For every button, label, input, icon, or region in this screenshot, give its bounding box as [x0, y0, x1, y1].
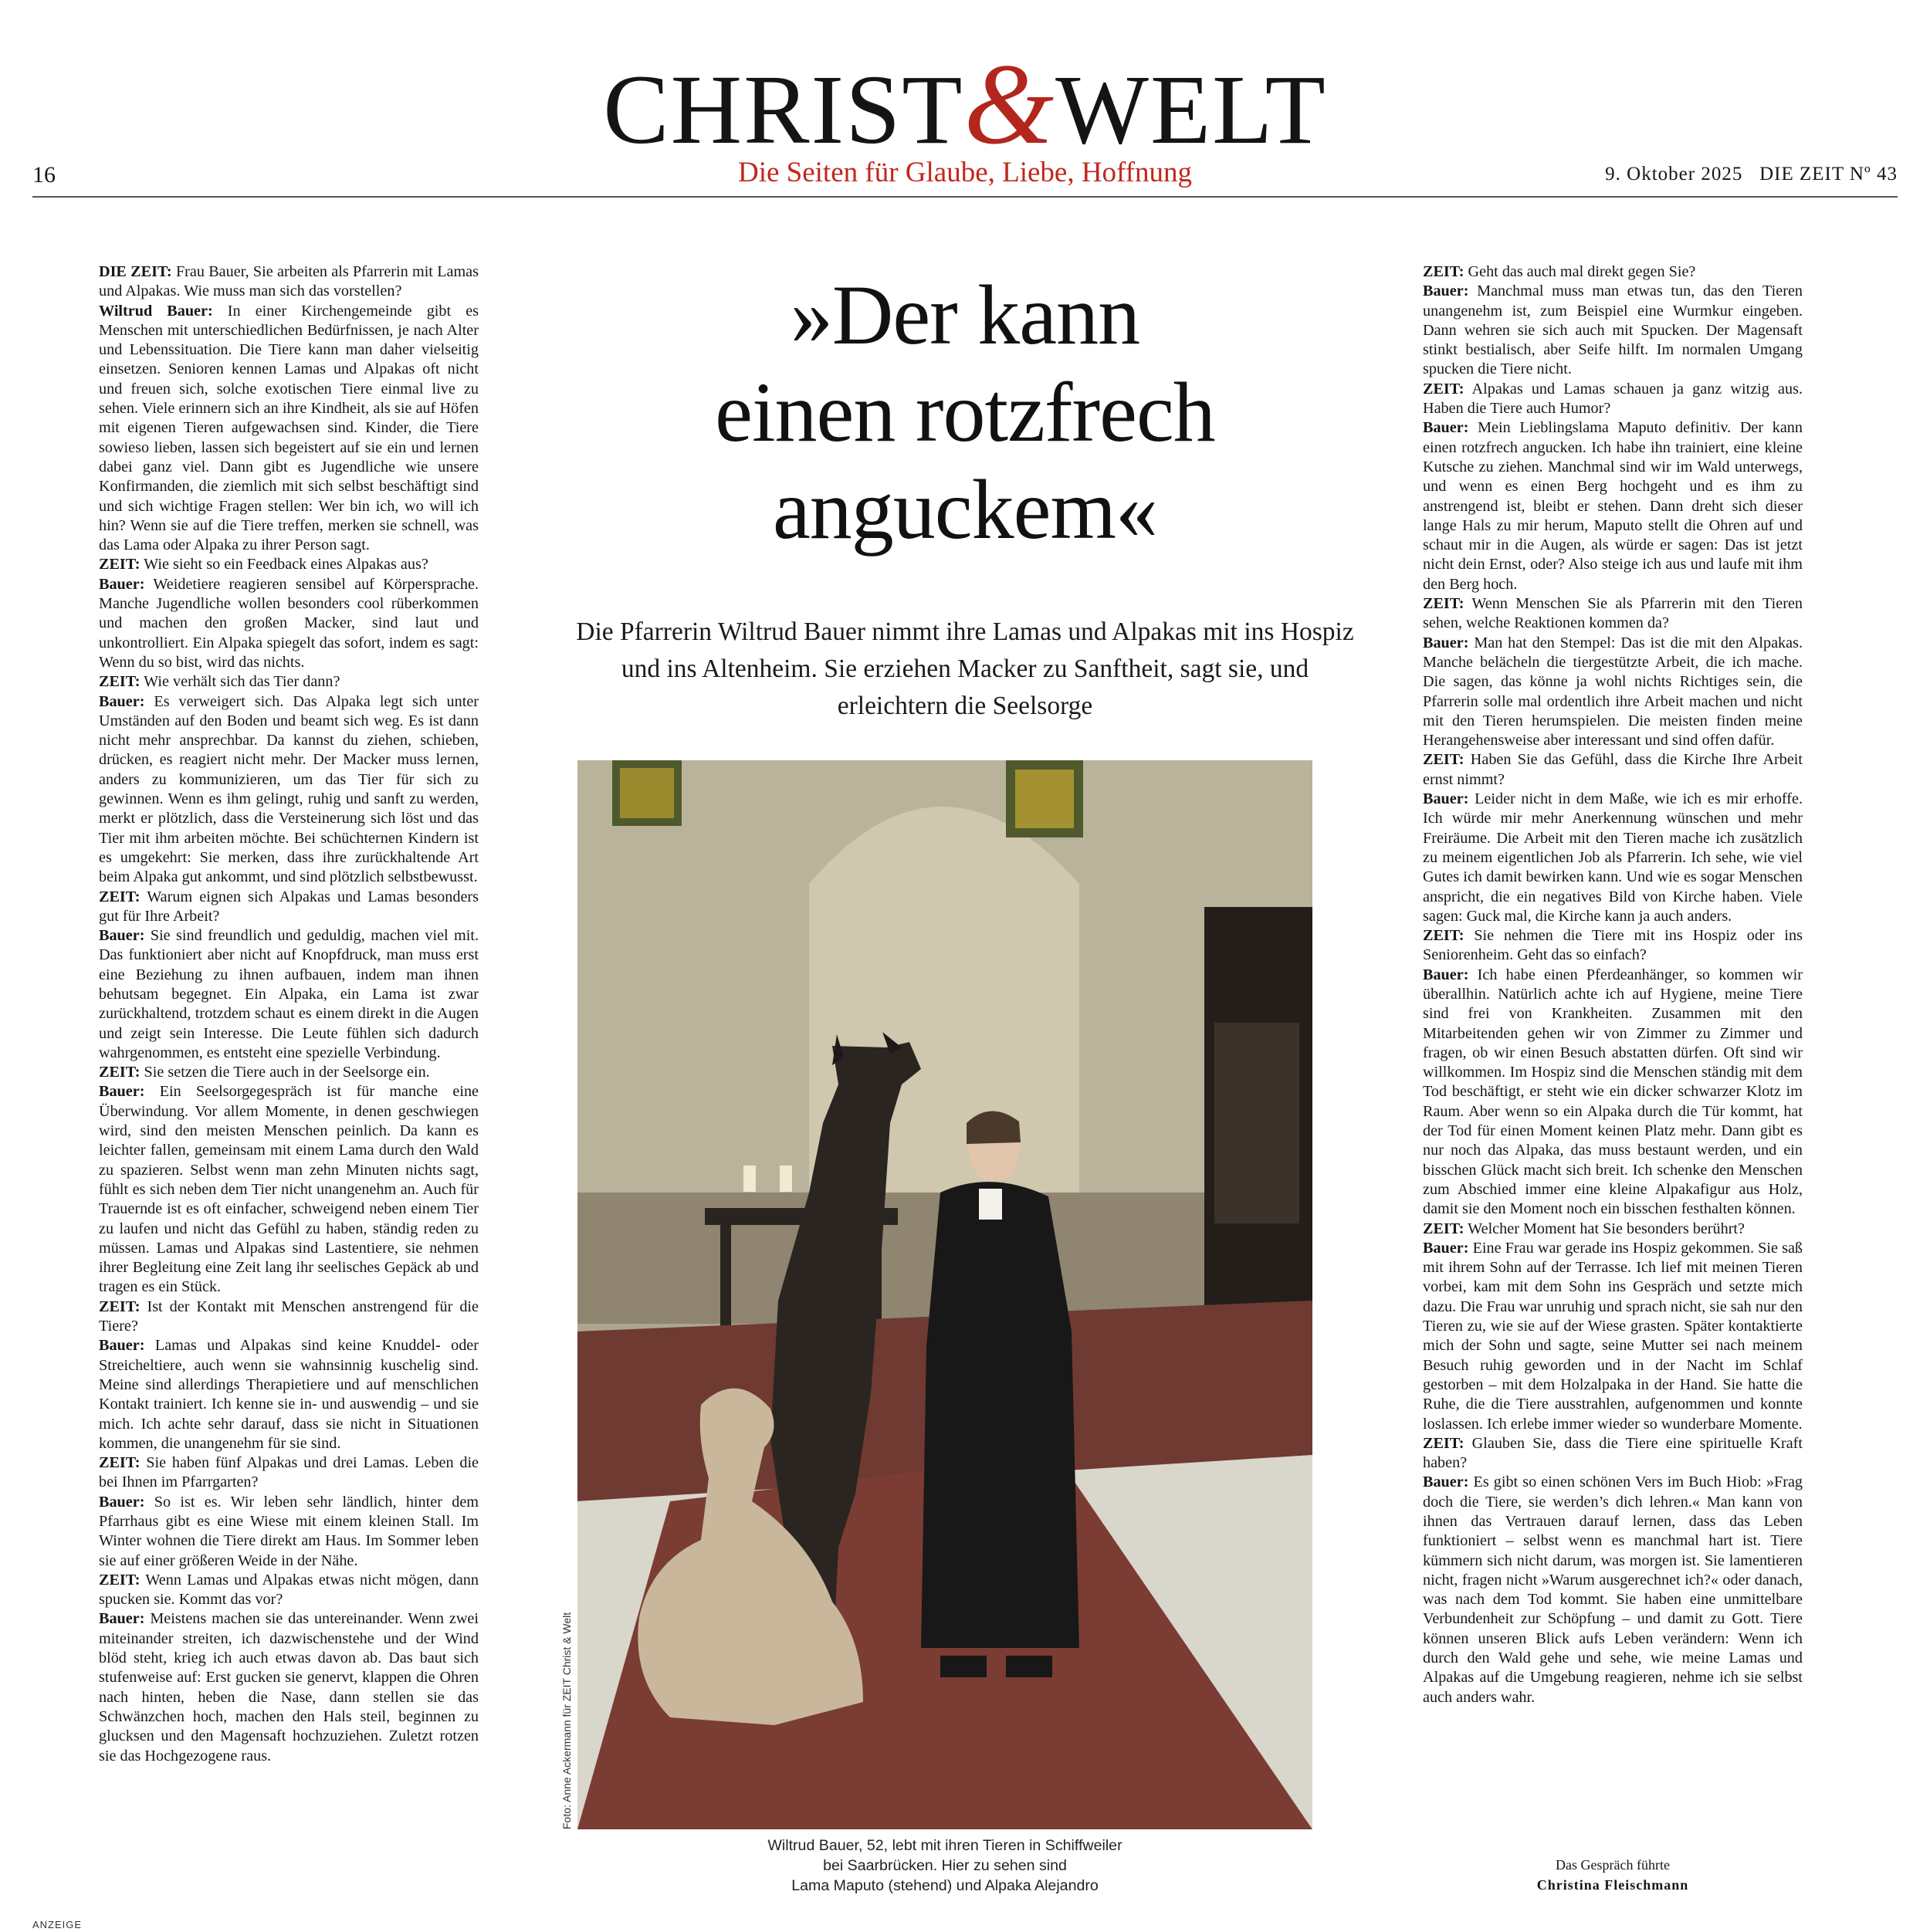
speaker-label: ZEIT: [99, 556, 141, 574]
byline-author: Christina Fleischmann [1536, 1877, 1689, 1893]
speaker-label: ZEIT: [99, 888, 141, 905]
speaker-label: Bauer: [99, 1493, 145, 1511]
masthead-left: CHRIST [603, 55, 964, 164]
interview-paragraph [1423, 282, 1803, 379]
interview-paragraph [1423, 926, 1803, 966]
interview-paragraph [99, 302, 479, 556]
speaker-text: Sie setzen die Tiere auch in der Seelsorge ein. [144, 1064, 430, 1081]
headline-line: »Der kann [790, 268, 1140, 362]
speaker-text: Wie verhält sich das Tier dann? [144, 673, 340, 691]
interview-column-right [1423, 262, 1803, 1707]
interview-paragraph [1423, 1473, 1803, 1707]
speaker-text: Lamas und Alpakas sind keine Knuddel- oder Streicheltiere, auch wenn sie wahnsinnig kuschelig sind. Meine sind allerdings Therapietiere und auf menschlichen Kontakt trainiert. Ich kenne sie in- und auswendig – und sie mich. Ich achte sehr darauf, dass sie nicht in Situationen kommen, die unangenehm für sie sind. [99, 1337, 479, 1452]
caption-line: bei Saarbrücken. Hier zu sehen sind [823, 1857, 1067, 1874]
interview-paragraph [99, 575, 479, 672]
interview-paragraph [1423, 790, 1803, 926]
speaker-text: Leider nicht in dem Maße, wie ich es mir erhoffe. Ich würde mir mehr Anerkennung wünschen und mehr Freiräume. Die Arbeit mit den Tieren mache ich zusätzlich zu meinem eigentlichen Job als Pfarrerin. Ich sehe, wie viel Gutes ich damit bewirken kann. Und wie es sogar Menschen anspricht, die ein negatives Bild von Kirche haben. Viele sagen: Guck mal, die Kirche kann ja auch anders. [1423, 790, 1803, 925]
interview-paragraph [1423, 594, 1803, 634]
speaker-label: ZEIT: [99, 1064, 141, 1081]
speaker-text: Frau Bauer, Sie arbeiten als Pfarrerin mit Lamas und Alpakas. Wie muss man sich das vorstellen? [99, 263, 479, 300]
masthead-right: WELT [1055, 55, 1327, 164]
speaker-label: Bauer: [1423, 283, 1469, 300]
speaker-text: Es verweigert sich. Das Alpaka legt sich unter Umständen auf den Boden und beamt sich weg. Es ist dann nicht mehr ansprechbar. Da kannst du ziehen, schieben, drücken, es reagiert nicht mehr. Der Macker muss lernen, anders zu kommunizieren, um das Tier für sich zu gewinnen. Wenn es ihm gelingt, ruhig und sanft zu werden, merkt er plötzlich, dass die Versteinerung sich löst und das Tier mit ihm arbeiten möchte. Bei schüchternen Kindern ist es umgekehrt: Sie merken, dass ihre zurückhaltende Art beim Alpaka gut ankommt, und sind plötzlich selbstbewusst. [99, 692, 479, 886]
interview-paragraph [99, 926, 479, 1063]
ad-label: ANZEIGE [32, 1919, 83, 1930]
speaker-label: ZEIT: [1423, 380, 1464, 398]
speaker-text: Warum eignen sich Alpakas und Lamas besonders gut für Ihre Arbeit? [99, 888, 479, 925]
speaker-text: Alpakas und Lamas schauen ja ganz witzig aus. Haben die Tiere auch Humor? [1423, 380, 1803, 418]
speaker-label: Bauer: [1423, 634, 1469, 651]
speaker-text: Weidetiere reagieren sensibel auf Körpersprache. Manche Jugendliche wollen besonders cool rüberkommen und machen den großen Macker, sind laut und unkontrolliert. Ein Alpaka spiegelt das sofort, indem es sagt: Wenn du so bist, wird das nichts. [99, 575, 479, 671]
speaker-text: Glauben Sie, dass die Tiere eine spirituelle Kraft haben? [1423, 1434, 1803, 1472]
header-rule [32, 196, 1898, 198]
speaker-label: ZEIT: [1423, 263, 1464, 280]
speaker-label: DIE ZEIT: [99, 263, 172, 280]
speaker-text: Welcher Moment hat Sie besonders berührt? [1468, 1220, 1745, 1237]
interview-paragraph [99, 555, 479, 574]
speaker-label: Bauer: [99, 1610, 145, 1628]
speaker-label: Bauer: [1423, 1474, 1469, 1491]
speaker-text: Man hat den Stempel: Das ist die mit den Alpakas. Manche belächeln die tiergestützte Arbeit, die ich mache. Die sagen, das könne ja wohl nichts Richtiges sein, die Pfarrerin solle mal ordentlich ihre Arbeit machen und nicht mit den Tieren herumspielen. Die meisten finden meine Herangehensweise aber interessant und sind offen dafür. [1423, 634, 1803, 749]
speaker-label: Bauer: [99, 692, 145, 710]
interview-paragraph [99, 1453, 479, 1493]
interview-paragraph [1423, 750, 1803, 790]
headline-line: anguckem« [772, 462, 1158, 557]
interview-paragraph [99, 1082, 479, 1297]
masthead [0, 40, 1930, 168]
interview-paragraph [99, 1571, 479, 1610]
speaker-label: ZEIT: [1423, 1220, 1464, 1237]
byline-label: Das Gespräch führte [1556, 1857, 1670, 1873]
interview-paragraph [1423, 1434, 1803, 1474]
interview-paragraph [1423, 634, 1803, 751]
issue-dateline: 9. Oktober 2025 DIE ZEIT Nº 43 [1605, 164, 1898, 184]
speaker-text: In einer Kirchengemeinde gibt es Menschen mit unterschiedlichen Bedürfnissen, je nach Alter und Lebenssituation. Die Tiere kann man daher vielseitig einsetzen. Senioren kennen Lamas und Alpakas oft nicht und freuen sich, solche exotischen Tiere einmal live zu sehen. Viele erinnern sich an ihre Kindheit, als sie auf Höfen mit eigenen Tieren aufgewachsen sind. Kinder, die Tiere sowieso lieben, lassen sich begeistert auf sie ein und lernen dabei ganz viel. Dann gibt es Jugendliche wie unsere Konfirmanden, die ziemlich mit sich selbst beschäftigt sind und sich wichtige Fragen stellen: Wer bin ich, wo will ich hin? Wenn sie auf die Tiere treffen, merken sie schnell, was das Lama oder Alpaka zu ihrer Person sagt. [99, 302, 479, 554]
speaker-label: Bauer: [1423, 790, 1469, 808]
speaker-text: Wenn Menschen Sie als Pfarrerin mit den Tieren sehen, welche Reaktionen kommen da? [1423, 595, 1803, 632]
interview-paragraph [99, 262, 479, 302]
speaker-label: Bauer: [1423, 1239, 1469, 1257]
speaker-text: Es gibt so einen schönen Vers im Buch Hiob: »Frag doch die Tiere, sie werden’s dich lehren.« Man kann von ihnen das Vertrauen darauf lernen, dass das Leben funktioniert – selbst wenn es manchmal hart ist. Tiere kümmern sich nicht darum, was morgen ist. Sie lamentieren nicht, fragen nicht »Warum ausgerechnet ich?« oder danach, was nach dem Tod kommt. Sie haben eine unmittelbare Verbundenheit zur Schöpfung – und damit zu Gott. Tiere können unseren Blick aufs Leben verändern: Wenn ich durch den Wald gehe und sehe, wie meine Lamas und Alpakas auf die Umgebung reagieren, nehme ich sie selbst auch anders wahr. [1423, 1474, 1803, 1706]
speaker-label: Bauer: [99, 1083, 145, 1101]
speaker-text: Haben Sie das Gefühl, dass die Kirche Ihre Arbeit ernst nimmt? [1423, 751, 1803, 788]
speaker-text: Mein Lieblingslama Maputo definitiv. Der kann einen rotzfrech angucken. Ich habe ihn trainiert, eine kleine Kutsche zu ziehen. Manchmal sind wir im Wald unterwegs, und wenn es einen Berg hochgeht und es ihm zu anstrengend ist, bleibt er stehen. Dann dreht sich dieser lange Hals zu mir herum, Maputo stellt die Ohren auf und schaut mir in die Augen, als würde er sagen: Das ist jetzt nicht dein Ernst, oder? Also steige ich aus und laufe mit ihm den Berg hoch. [1423, 419, 1803, 593]
speaker-text: Geht das auch mal direkt gegen Sie? [1468, 263, 1696, 280]
speaker-text: Wenn Lamas und Alpakas etwas nicht mögen, dann spucken sie. Kommt das vor? [99, 1571, 479, 1609]
speaker-text: Manchmal muss man etwas tun, das den Tieren unangenehm ist, zum Beispiel eine Wurmkur eingeben. Dann wehren sie sich auch mit Spucken. Der Magensaft stinkt bestialisch, aber Seife hilft. Im normalen Umgang spucken die Tiere nicht. [1423, 283, 1803, 378]
speaker-label: ZEIT: [1423, 751, 1464, 769]
interview-paragraph [99, 1493, 479, 1571]
speaker-label: ZEIT: [1423, 595, 1464, 613]
speaker-label: ZEIT: [99, 1454, 141, 1472]
speaker-text: Wie sieht so ein Feedback eines Alpakas aus? [144, 556, 428, 574]
caption-line: Lama Maputo (stehend) und Alpaka Alejandro [791, 1877, 1099, 1894]
speaker-text: Sie sind freundlich und geduldig, machen viel mit. Das funktioniert aber nicht auf Knopfdruck, man muss erst eine Beziehung zu ihnen aufbauen, indem man ihnen behutsam begegnet. Ein Alpaka, ein Lama ist zwar zurückhaltend, trotzdem schaut es einem direkt in die Augen und zeigt sein Interesse. Die Leute fühlen sich dadurch wahrgenommen, es entsteht eine spezielle Verbindung. [99, 927, 479, 1061]
speaker-text: Sie nehmen die Tiere mit ins Hospiz oder ins Seniorenheim. Geht das so einfach? [1423, 927, 1803, 964]
speaker-label: Bauer: [1423, 966, 1469, 983]
interview-paragraph [1423, 1239, 1803, 1434]
speaker-label: Bauer: [99, 927, 145, 945]
headline [540, 266, 1390, 558]
interview-paragraph [99, 692, 479, 888]
interview-paragraph [99, 888, 479, 927]
section-tagline: Die Seiten für Glaube, Liebe, Hoffnung [737, 157, 1193, 188]
interview-paragraph [99, 1336, 479, 1453]
interview-paragraph [99, 672, 479, 692]
interview-paragraph [1423, 262, 1803, 282]
speaker-text: Eine Frau war gerade ins Hospiz gekommen. Sie saß mit ihrem Sohn auf der Terrasse. Ich lief mit meinen Tieren vorbei, kam mit dem Sohn ins Gespräch und setzte mich dazu. Die Frau war unruhig und sprach nicht, sie sah nur den Tieren zu, wie sie auf der Wiese grasten. Später kontaktierte mich der Sohn und sagte, seine Mutter sei nach meinem Besuch ruhig geworden und in der Nacht im Schlaf gestorben – mit dem Holzalpaka in der Hand. Sie hatte die Ruhe, die die Tiere ausstrahlen, aufgenommen und konnte loslassen. Ich erlebe immer wieder so wunderbare Momente. [1423, 1239, 1803, 1433]
speaker-text: So ist es. Wir leben sehr ländlich, hinter dem Pfarrhaus gibt es eine Wiese mit einem kleinen Stall. Im Winter wohnen die Tiere direkt am Haus. Im Sommer leben sie auf einer größeren Weide in der Nähe. [99, 1493, 479, 1569]
speaker-label: Wiltrud Bauer: [99, 302, 213, 320]
interview-paragraph [99, 1298, 479, 1337]
interview-paragraph [99, 1063, 479, 1082]
standfirst: Die Pfarrerin Wiltrud Bauer nimmt ihre Lamas und Alpakas mit ins Hospiz und ins Altenheim. Sie erziehen Macker zu Sanftheit, sagt sie, und erleichtern die Seelsorge [576, 617, 1354, 720]
headline-line: einen rotzfrech [715, 365, 1215, 459]
interview-paragraph [1423, 380, 1803, 419]
article-photo [577, 760, 1312, 1829]
caption-line: Wiltrud Bauer, 52, lebt mit ihren Tieren in Schiffweiler [767, 1837, 1122, 1854]
interview-paragraph [1423, 1220, 1803, 1239]
speaker-label: ZEIT: [99, 1298, 141, 1315]
photo-caption [577, 1836, 1312, 1896]
speaker-label: Bauer: [1423, 419, 1469, 437]
speaker-text: Ich habe einen Pferdeanhänger, so kommen wir überallhin. Natürlich achte ich auf Hygiene, meine Tiere sind frei von Krankheiten. Zusammen mit den Mitarbeitenden gehen wir von Zimmer zu Zimmer und fragen, ob wir einen Besuch abstatten dürfen. Oft sind wir willkommen. Im Hospiz sind die Menschen ständig mit dem Tod beschäftigt, er steht wie ein dicker schwarzer Klotz im Raum. Aber wenn so ein Alpaka durch die Tür kommt, hat der Tod für einen Moment keinen Platz mehr. Dann gibt es nur noch das Alpaka, das muss bestaunt werden, und ein bisschen Glück macht sich breit. Ich schenke den Menschen zum Abschied immer eine kleine Alpakafigur aus Holz, damit sie den Moment noch ein bisschen festhalten können. [1423, 966, 1803, 1218]
speaker-text: Ein Seelsorgegespräch ist für manche eine Überwindung. Vor allem Momente, in denen geschwiegen wird, sind den meisten Menschen peinlich. Da kann es leichter fallen, gemeinsam mit einem Lama durch den Wald zu spazieren. Selbst wenn man zehn Minuten nichts sagt, fühlt es sich neben dem Tier nicht unangenehm an. Auch für Trauernde ist es oft einfacher, schweigend neben einem Tier zu laufen und nicht das Gefühl zu haben, ständig reden zu müssen. Lamas und Alpakas sind Lastentiere, sie nehmen ihrer Begleitung eine Zeit lang ihr seelisches Gepäck ab und tragen es ein Stück. [99, 1083, 479, 1296]
speaker-label: Bauer: [99, 575, 145, 593]
speaker-label: ZEIT: [99, 1571, 141, 1589]
interview-paragraph [99, 1609, 479, 1765]
page-number: 16 [32, 162, 56, 188]
masthead-ampersand: & [963, 40, 1056, 168]
interview-column-left [99, 262, 479, 1766]
speaker-text: Meistens machen sie das untereinander. Wenn zwei miteinander streiten, ich dazwischenstehe und der Wind blöd steht, krieg ich auch etwas davon ab. Das baut sich stufenweise auf: Erst gucken sie genervt, klappen die Ohren nach hinten, heben die Nase, dann stellen sie das Schwänzchen hoch, machen den Hals steil, beginnen zu glucksen und den Magensaft hochzuziehen. Zuletzt rotzen sie das Hochgezogene raus. [99, 1610, 479, 1765]
speaker-text: Ist der Kontakt mit Menschen anstrengend für die Tiere? [99, 1298, 479, 1335]
byline [1423, 1855, 1803, 1895]
church-llama-photo [577, 760, 1312, 1829]
interview-paragraph [1423, 966, 1803, 1220]
speaker-text: Sie haben fünf Alpakas und drei Lamas. Leben die bei Ihnen im Pfarrgarten? [99, 1454, 479, 1491]
interview-paragraph [1423, 418, 1803, 594]
speaker-label: ZEIT: [99, 673, 141, 691]
speaker-label: ZEIT: [1423, 927, 1464, 945]
speaker-label: Bauer: [99, 1337, 145, 1355]
speaker-label: ZEIT: [1423, 1434, 1464, 1452]
